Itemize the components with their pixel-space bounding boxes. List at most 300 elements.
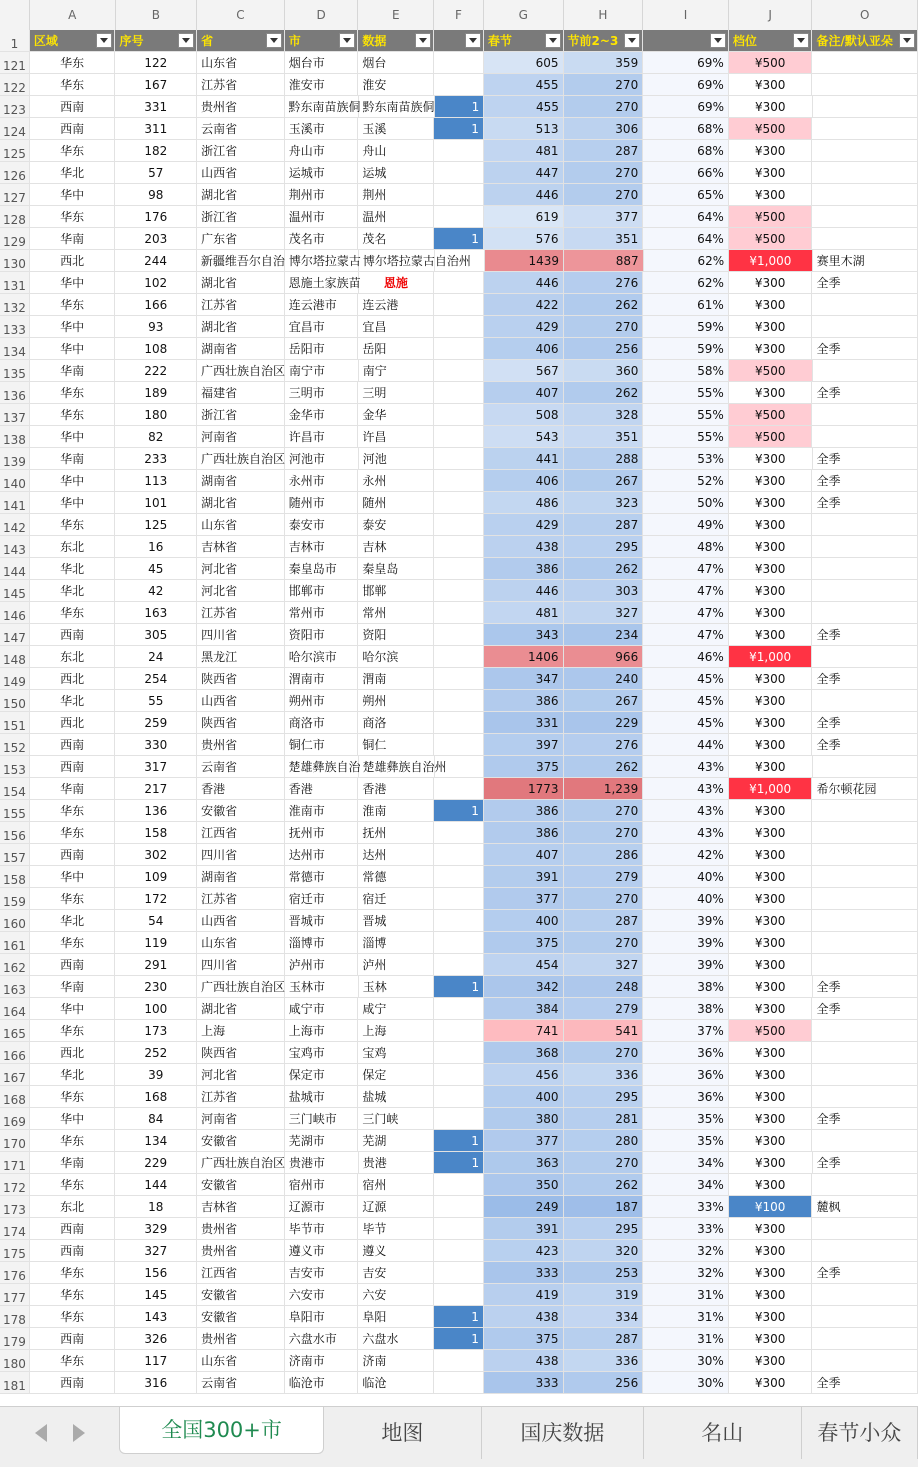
row-number[interactable]: 126 [0,162,30,184]
cell[interactable]: 盐城 [358,1086,434,1108]
cell[interactable]: 河北省 [197,558,285,580]
cell[interactable]: 328 [564,404,644,426]
cell[interactable] [434,514,484,536]
cell[interactable]: 淄博 [358,932,434,954]
cell[interactable]: 贵州省 [197,96,285,118]
cell[interactable] [812,580,918,602]
cell[interactable]: 阜阳市 [285,1306,359,1328]
cell[interactable]: 125 [115,514,197,536]
cell[interactable]: 朔州 [358,690,434,712]
cell[interactable]: 400 [484,910,564,932]
cell[interactable]: 华南 [30,360,116,382]
cell[interactable]: ¥100 [729,1196,813,1218]
cell[interactable]: 抚州市 [285,822,359,844]
cell[interactable]: 南宁 [359,360,435,382]
cell[interactable]: 1 [434,1328,484,1350]
cell[interactable]: ¥300 [729,668,813,690]
cell[interactable]: 37% [643,1020,729,1042]
cell[interactable]: 博尔塔拉蒙古 [285,250,359,272]
cell[interactable] [812,1240,918,1262]
row-number[interactable]: 181 [0,1372,30,1394]
cell[interactable]: 浙江省 [197,206,285,228]
cell[interactable]: 279 [564,998,644,1020]
cell[interactable]: 62% [644,250,730,272]
cell[interactable]: 102 [115,272,197,294]
row-number[interactable]: 162 [0,954,30,976]
cell[interactable]: 辽源 [358,1196,434,1218]
cell[interactable]: 508 [484,404,564,426]
cell[interactable] [434,426,484,448]
cell[interactable]: 达州市 [285,844,359,866]
cell[interactable]: 1,239 [564,778,644,800]
cell[interactable]: ¥300 [729,1130,813,1152]
row-number[interactable]: 177 [0,1284,30,1306]
cell[interactable] [434,382,484,404]
filter-dropdown-icon[interactable] [339,33,355,48]
cell[interactable]: 吉林省 [197,1196,285,1218]
cell[interactable]: ¥500 [729,426,813,448]
cell[interactable]: 华南 [30,228,116,250]
cell[interactable] [434,316,484,338]
cell[interactable]: 华东 [30,1306,116,1328]
cell[interactable]: 许昌市 [285,426,359,448]
cell[interactable]: 华中 [30,316,116,338]
cell[interactable]: 盐城市 [285,1086,359,1108]
cell[interactable]: 山西省 [197,690,285,712]
row-number[interactable]: 144 [0,558,30,580]
cell[interactable]: 哈尔滨 [358,646,434,668]
row-number[interactable]: 148 [0,646,30,668]
cell[interactable]: 茂名市 [285,228,359,250]
cell[interactable]: 18 [115,1196,197,1218]
cell[interactable]: 1 [434,1152,484,1174]
cell[interactable]: 109 [115,866,197,888]
cell[interactable] [812,1064,918,1086]
cell[interactable] [434,1262,484,1284]
cell[interactable]: 36% [643,1042,729,1064]
cell[interactable]: 温州 [358,206,434,228]
scroll-right-icon[interactable] [73,1424,85,1442]
cell[interactable] [434,602,484,624]
cell[interactable]: ¥300 [729,1284,813,1306]
cell[interactable]: 全季 [812,1372,918,1394]
cell[interactable]: 全季 [813,1152,918,1174]
cell[interactable]: 西南 [30,96,116,118]
cell[interactable]: 543 [484,426,564,448]
cell[interactable]: 203 [115,228,197,250]
cell[interactable]: 贵港市 [285,1152,359,1174]
cell[interactable] [435,756,485,778]
cell[interactable]: 359 [564,52,644,74]
cell[interactable]: 53% [643,448,729,470]
cell[interactable]: 16 [115,536,197,558]
cell[interactable]: 347 [484,668,564,690]
filter-dropdown-icon[interactable] [415,33,431,48]
cell[interactable]: 福建省 [197,382,285,404]
cell[interactable]: 临沧市 [285,1372,359,1394]
cell[interactable]: 舟山 [358,140,434,162]
cell[interactable] [434,558,484,580]
row-number[interactable]: 154 [0,778,30,800]
cell[interactable]: 66% [643,162,729,184]
cell[interactable]: 375 [484,932,564,954]
cell[interactable]: 华东 [30,1284,116,1306]
cell[interactable] [812,1086,918,1108]
cell[interactable]: 茂名 [358,228,434,250]
cell[interactable]: 50% [643,492,729,514]
cell[interactable]: 玉林 [359,976,435,998]
row-number[interactable]: 135 [0,360,30,382]
cell[interactable]: 保定市 [285,1064,359,1086]
cell[interactable] [434,690,484,712]
cell[interactable]: 西南 [30,756,116,778]
cell[interactable]: 42 [115,580,197,602]
cell[interactable]: 1406 [484,646,564,668]
cell[interactable]: ¥300 [729,910,813,932]
cell[interactable]: 288 [564,448,644,470]
cell[interactable]: 全季 [813,976,918,998]
cell[interactable]: 966 [564,646,644,668]
cell[interactable]: 429 [484,316,564,338]
row-number[interactable]: 141 [0,492,30,514]
cell[interactable] [434,448,484,470]
cell[interactable]: 华中 [30,426,116,448]
cell[interactable]: 吉安 [358,1262,434,1284]
cell[interactable] [434,272,484,294]
row-number[interactable]: 156 [0,822,30,844]
cell[interactable]: 270 [564,74,644,96]
cell[interactable]: 55% [643,382,729,404]
cell[interactable]: 岳阳 [358,338,434,360]
cell[interactable]: 386 [484,800,564,822]
cell[interactable]: 270 [564,800,644,822]
row-number[interactable]: 151 [0,712,30,734]
cell[interactable]: 447 [484,162,564,184]
cell[interactable]: 玉溪市 [285,118,359,140]
cell[interactable]: ¥300 [729,822,813,844]
cell[interactable]: 35% [643,1108,729,1130]
cell[interactable]: 619 [484,206,564,228]
cell[interactable] [812,822,918,844]
cell[interactable]: 华北 [30,910,116,932]
cell[interactable]: 华东 [30,514,116,536]
cell[interactable]: 华东 [30,1262,116,1284]
cell[interactable]: 45% [643,668,729,690]
cell[interactable]: ¥500 [729,404,813,426]
cell[interactable]: 24 [115,646,197,668]
cell[interactable]: 东北 [30,646,116,668]
cell[interactable]: 287 [564,1328,644,1350]
cell[interactable]: 渭南市 [285,668,359,690]
cell[interactable]: 172 [115,888,197,910]
cell[interactable]: 317 [115,756,197,778]
row-number[interactable]: 167 [0,1064,30,1086]
cell[interactable] [434,668,484,690]
cell[interactable] [434,1086,484,1108]
cell[interactable]: 281 [564,1108,644,1130]
cell[interactable]: 30% [643,1372,729,1394]
cell[interactable]: ¥300 [729,1328,813,1350]
cell[interactable]: 咸宁市 [285,998,359,1020]
cell[interactable]: 230 [115,976,197,998]
cell[interactable]: 贵州省 [197,1328,285,1350]
cell[interactable] [434,580,484,602]
cell[interactable]: ¥300 [729,1174,813,1196]
cell[interactable] [812,558,918,580]
cell[interactable] [434,1108,484,1130]
cell[interactable]: ¥300 [729,1240,813,1262]
cell[interactable]: 306 [564,118,644,140]
cell[interactable] [812,1174,918,1196]
cell[interactable]: 陕西省 [197,712,285,734]
cell[interactable]: 全季 [812,1108,918,1130]
cell[interactable] [812,888,918,910]
cell[interactable] [812,1218,918,1240]
cell[interactable] [812,536,918,558]
cell[interactable]: 全季 [812,338,918,360]
cell[interactable] [434,74,484,96]
cell[interactable]: 270 [564,184,644,206]
cell[interactable]: 57 [115,162,197,184]
cell[interactable]: 93 [115,316,197,338]
cell[interactable] [434,888,484,910]
row-number[interactable]: 166 [0,1042,30,1064]
cell[interactable] [812,1042,918,1064]
cell[interactable]: 156 [115,1262,197,1284]
cell[interactable]: 158 [115,822,197,844]
cell[interactable] [812,426,918,448]
cell[interactable]: 烟台 [358,52,434,74]
cell[interactable]: 481 [484,140,564,162]
cell[interactable]: 江苏省 [197,602,285,624]
cell[interactable]: 279 [564,866,644,888]
row-number[interactable]: 176 [0,1262,30,1284]
cell[interactable]: 六盘水 [358,1328,434,1350]
row-number[interactable]: 1 [0,30,30,52]
cell[interactable]: 博尔塔拉蒙古自治州 [359,250,435,272]
cell[interactable]: 327 [115,1240,197,1262]
row-number[interactable]: 138 [0,426,30,448]
cell[interactable]: 327 [564,602,644,624]
cell[interactable]: 31% [643,1328,729,1350]
cell[interactable] [434,1240,484,1262]
cell[interactable]: 58% [643,360,729,382]
cell[interactable]: 舟山市 [285,140,359,162]
cell[interactable]: 华东 [30,1020,116,1042]
cell[interactable]: 西北 [30,1042,116,1064]
cell[interactable] [812,602,918,624]
cell[interactable]: ¥300 [729,1262,813,1284]
cell[interactable]: 1773 [484,778,564,800]
cell[interactable]: ¥300 [729,998,813,1020]
column-header-i[interactable]: I [643,0,729,30]
cell[interactable]: 305 [115,624,197,646]
cell[interactable]: 377 [484,888,564,910]
cell[interactable] [813,96,918,118]
row-number[interactable]: 150 [0,690,30,712]
filter-dropdown-icon[interactable] [710,33,726,48]
cell[interactable]: 全季 [812,998,918,1020]
cell[interactable]: 270 [564,932,644,954]
cell[interactable]: 华东 [30,602,116,624]
cell[interactable]: 45% [643,690,729,712]
cell[interactable]: 吉林 [358,536,434,558]
cell[interactable]: 259 [115,712,197,734]
cell[interactable]: 334 [564,1306,644,1328]
cell[interactable]: ¥300 [729,316,813,338]
cell[interactable]: 1 [434,1130,484,1152]
cell[interactable]: 35% [643,1130,729,1152]
column-header-e[interactable]: E [358,0,434,30]
row-number[interactable]: 128 [0,206,30,228]
column-header-g[interactable]: G [484,0,564,30]
cell[interactable]: 云南省 [197,1372,285,1394]
cell[interactable]: 淮安市 [285,74,359,96]
cell[interactable]: 河北省 [197,580,285,602]
row-number[interactable]: 153 [0,756,30,778]
cell[interactable]: 山东省 [197,932,285,954]
cell[interactable]: ¥300 [729,338,813,360]
cell[interactable]: 淮安 [358,74,434,96]
cell[interactable]: 287 [564,514,644,536]
cell[interactable]: 华东 [30,382,116,404]
cell[interactable]: 267 [564,690,644,712]
row-number[interactable]: 134 [0,338,30,360]
cell[interactable]: 270 [564,888,644,910]
cell[interactable]: 419 [484,1284,564,1306]
cell[interactable]: 386 [484,558,564,580]
cell[interactable]: 55% [643,404,729,426]
cell[interactable]: 145 [115,1284,197,1306]
cell[interactable]: 1 [434,800,484,822]
cell[interactable]: 全季 [812,624,918,646]
cell[interactable]: 287 [564,140,644,162]
cell[interactable] [812,74,918,96]
cell[interactable]: 临沧 [358,1372,434,1394]
cell[interactable]: 陕西省 [197,1042,285,1064]
cell[interactable]: 438 [484,536,564,558]
cell[interactable]: 济南市 [285,1350,359,1372]
row-number[interactable]: 143 [0,536,30,558]
row-number[interactable]: 139 [0,448,30,470]
cell[interactable]: 西南 [30,1240,116,1262]
cell[interactable]: 安徽省 [197,1306,285,1328]
cell[interactable]: 187 [564,1196,644,1218]
cell[interactable]: 云南省 [197,118,285,140]
cell[interactable]: 438 [484,1306,564,1328]
cell[interactable]: 楚雄彝族自治州 [359,756,435,778]
cell[interactable]: 375 [484,1328,564,1350]
cell[interactable]: 329 [115,1218,197,1240]
cell[interactable]: 浙江省 [197,140,285,162]
filter-dropdown-icon[interactable] [793,33,809,48]
cell[interactable]: 262 [564,382,644,404]
cell[interactable]: 64% [643,206,729,228]
cell[interactable]: ¥300 [729,1350,813,1372]
cell[interactable]: 108 [115,338,197,360]
cell[interactable]: 42% [643,844,729,866]
cell[interactable]: 广西壮族自治区 [197,360,285,382]
cell[interactable]: 江苏省 [197,294,285,316]
cell[interactable]: 59% [643,316,729,338]
cell[interactable]: 422 [484,294,564,316]
row-number[interactable]: 170 [0,1130,30,1152]
cell[interactable]: 541 [564,1020,644,1042]
cell[interactable]: 311 [115,118,197,140]
cell[interactable]: 222 [115,360,197,382]
cell[interactable]: 西北 [30,250,115,272]
cell[interactable]: 43% [643,778,729,800]
cell[interactable]: 270 [564,1042,644,1064]
cell[interactable]: 安徽省 [197,1130,285,1152]
cell[interactable] [434,712,484,734]
cell[interactable] [812,1306,918,1328]
header-cell[interactable] [197,30,285,52]
cell[interactable]: 恩施土家族苗 [285,272,359,294]
cell[interactable]: 407 [484,844,564,866]
cell[interactable]: 122 [115,52,197,74]
cell[interactable]: 55% [643,426,729,448]
cell[interactable]: 143 [115,1306,197,1328]
cell[interactable]: 350 [484,1174,564,1196]
cell[interactable] [434,492,484,514]
cell[interactable]: 华东 [30,294,116,316]
cell[interactable]: 秦皇岛市 [285,558,359,580]
row-number[interactable]: 158 [0,866,30,888]
cell[interactable]: 西南 [30,844,116,866]
cell[interactable]: 江西省 [197,1262,285,1284]
row-number[interactable]: 127 [0,184,30,206]
cell[interactable]: 华东 [30,140,116,162]
cell[interactable] [434,998,484,1020]
cell[interactable]: 39% [643,954,729,976]
cell[interactable]: 芜湖 [358,1130,434,1152]
cell[interactable]: 375 [484,756,564,778]
column-header-o[interactable]: O [812,0,918,30]
cell[interactable]: 302 [115,844,197,866]
cell[interactable]: 华中 [30,1108,116,1130]
cell[interactable]: 黔东南苗族侗 [359,96,435,118]
cell[interactable]: 朔州市 [285,690,359,712]
cell[interactable]: 456 [484,1064,564,1086]
cell[interactable]: ¥300 [729,1372,813,1394]
cell[interactable]: 31% [643,1284,729,1306]
cell[interactable]: ¥300 [729,96,813,118]
cell[interactable]: 270 [564,316,644,338]
cell[interactable]: ¥300 [729,1108,813,1130]
cell[interactable]: ¥300 [729,800,813,822]
cell[interactable]: 117 [115,1350,197,1372]
column-header-d[interactable]: D [285,0,359,30]
row-number[interactable]: 178 [0,1306,30,1328]
cell[interactable] [812,206,918,228]
cell[interactable]: 西北 [30,668,116,690]
cell[interactable]: 513 [484,118,564,140]
cell[interactable] [812,514,918,536]
cell[interactable] [812,690,918,712]
cell[interactable]: 331 [484,712,564,734]
row-number[interactable]: 123 [0,96,30,118]
cell[interactable]: 随州市 [285,492,359,514]
cell[interactable]: 金华 [358,404,434,426]
cell[interactable]: 262 [564,1174,644,1196]
cell[interactable]: ¥300 [729,602,813,624]
row-number[interactable]: 122 [0,74,30,96]
cell[interactable]: 湖南省 [197,866,285,888]
cell[interactable]: 136 [115,800,197,822]
cell[interactable]: 湖北省 [197,316,285,338]
cell[interactable]: 254 [115,668,197,690]
